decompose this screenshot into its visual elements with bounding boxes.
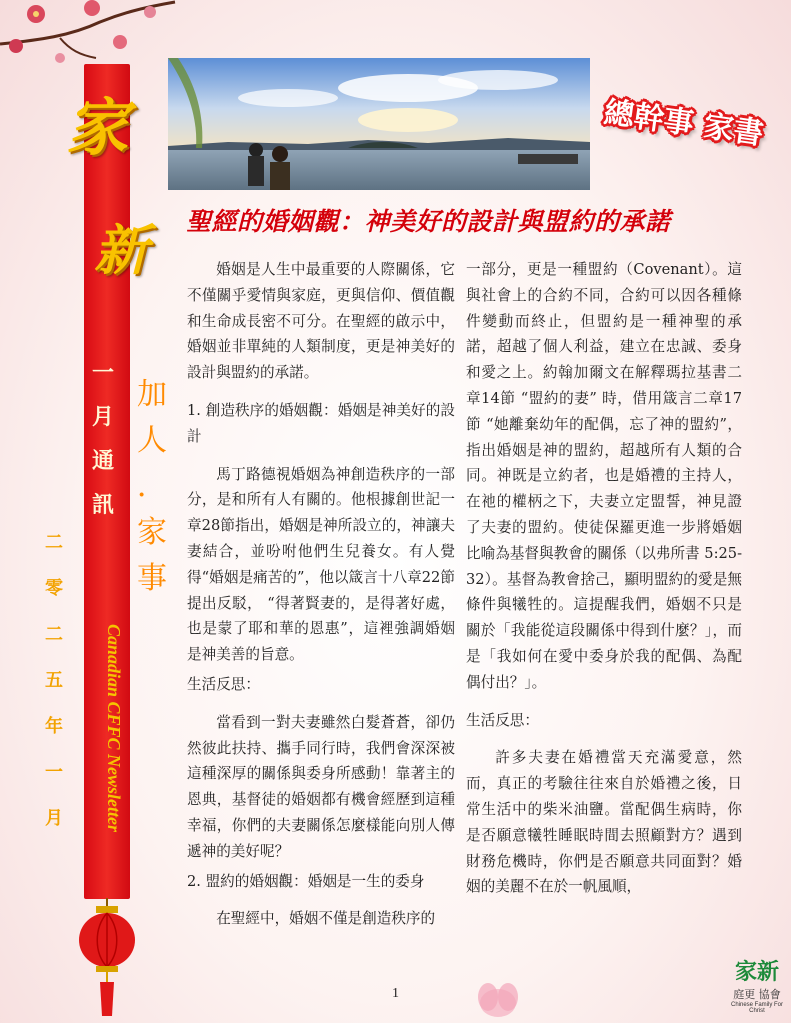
col2-para-2: 許多夫妻在婚禮當天充滿愛意，然而，真正的考驗往往來自於婚禮之後，日常生活中的柴米油鹽。當配偶生病時，你是否願意犧牲睡眠時間去照顧對方？遇到財務危機時，你們是否願意共同面對？婚姻的美麗不在於一帆風順， (466, 749, 742, 896)
article-headline: 聖經的婚姻觀：神美好的設計與盟約的承諾 (186, 207, 671, 236)
cffc-logo: 家新 庭更 協會 Chinese Family For Christ (730, 960, 783, 1014)
col1-para-4: 在聖經中，婚姻不僅是創造秩序的 (216, 910, 436, 928)
newsletter-name-vertical: Canadian CFFC Newsletter (104, 624, 124, 833)
col1-para-1: 婚姻是人生中最重要的人際關係，它不僅關乎愛情與家庭，更與信仰、價值觀和生命成長密不可分。在聖經的啟示中，婚姻並非單純的人類制度，更是神美好的設計與盟約的承諾。 (187, 261, 455, 382)
issue-date: 二 零 二 五 年 一 月 (45, 532, 63, 829)
director-letter-banner: 總幹事 家書 (601, 94, 766, 152)
col1-heading-1: 1. 創造秩序的婚姻觀：婚姻是神美好的設計 (187, 401, 455, 445)
col2-para-1: 一部分，更是一種盟約（Covenant）。這與社會上的合約不同，合約可以因各種條件變動而終止，但盟約是一種神聖的承諾，超越了個人利益，建立在忠誠、委身和愛之上。約翰加爾文在解釋瑪拉基書二章14節 “盟約的妻” 時，借用箴言二章17節 “她離棄幼年的配偶，忘了神的盟約”，指出婚姻是神的盟約，超越所有人類的合同。神既是立約者，也是婚禮的主持人，在祂的權柄之下，夫妻立定盟誓，神見證了夫妻的盟約。使徒保羅更進一步將婚姻比喻為基督與教會的關係（以弗所書 5:25-32）。基督為教會捨己，顯明盟約的愛是無條件與犧牲的。這提醒我們，婚姻不只是關於「我能從這段關係中得到什麼？」，而是「我如何在愛中委身於我的配偶、為配偶付出？」。 (466, 261, 742, 691)
lotus-decoration (468, 973, 528, 1023)
article-column-1 (187, 257, 455, 932)
article-column-2 (466, 257, 742, 900)
month-newsletter-label: 一 月 通 訊 (92, 361, 115, 518)
col1-heading-2: 2. 盟約的婚姻觀：婚姻是一生的委身 (187, 872, 425, 890)
col2-reflection-label: 生活反思： (466, 711, 539, 729)
red-lantern (76, 898, 138, 1023)
lake-photo (168, 58, 590, 190)
page-number: 1 (392, 986, 399, 1001)
col1-para-2: 馬丁路德視婚姻為神創造秩序的一部分，是和所有人有關的。他根據創世記一章28節指出，婚姻是神所設立的，神讓夫妻結合，並吩咐他們生兒養女。有人覺得“婚姻是痛苦的”，他以箴言十八章22節提出反駁， “得著賢妻的，是得著好處，也是蒙了耶和華的恩惠”，這裡強調婚姻是神美善的旨意。 (187, 465, 455, 664)
join-family-label: 加 人 ． 家 事 (137, 377, 167, 596)
col1-reflection-label: 生活反思： (187, 675, 260, 693)
masthead-char-xin: 新 (94, 219, 148, 282)
col1-para-3: 當看到一對夫妻雖然白髮蒼蒼，卻仍然彼此扶持、攜手同行時，我們會深深被這種深厚的關係與委身所感動！靠著主的恩典，基督徒的婚姻都有機會經歷到這種幸福，你們的夫妻關係怎麼樣能向別人傳遞神的美好呢？ (187, 713, 455, 860)
masthead-char-jia: 家 (66, 91, 129, 164)
